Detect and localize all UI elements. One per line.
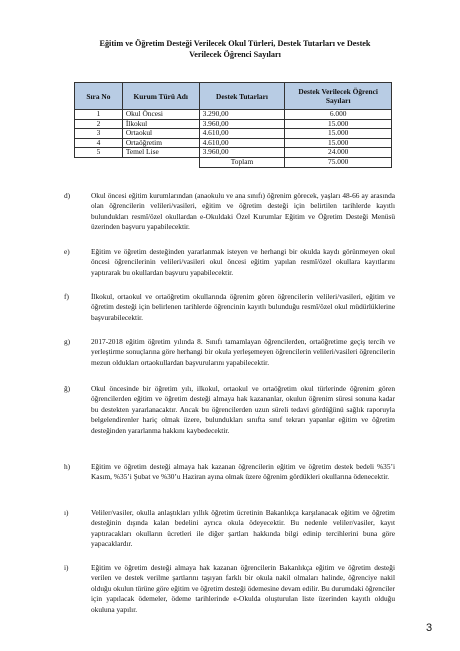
header-sira-no: Sıra No xyxy=(75,83,123,110)
table-row xyxy=(75,110,392,120)
cell-no: 5 xyxy=(75,148,123,158)
item-text-f: İlkokul, ortaokul ve ortaöğretim okullarında öğrenim gören öğrencilerin velileri/vasileri, eğitim ve öğretim desteği için belirlenen tarihlerde öğrencinin kayıtlı bulunduğu resmî/özel okul müdürlüklerine başvurabilecektir. xyxy=(91,292,395,322)
document-title xyxy=(70,38,400,60)
item-text-h: Eğitim ve öğretim desteği almaya hak kazanan öğrencilerin eğitim ve öğretim destek bedeli %35’i Kasım, %35’i Şubat ve %30’u Haziran ayına olmak üzere öğrenim gördükleri okullarına ödenecektir. xyxy=(91,462,395,482)
item-text-d: Okul öncesi eğitim kurumlarından (anaokulu ve ana sınıfı) öğrenim görecek, yaşları 48-66 ay arasında olan öğrencilerin velileri/vasileri, eğitim ve öğretim desteği için belirtilen tarihlerde kayıtlı bulundukları resmî/özel okullardan e-Okuldaki Özel Kurumlar Eğitim ve Öğretim Desteği Menüsü üzerinden başvuru yapabilecektir. xyxy=(91,191,395,232)
item-text-e: Eğitim ve öğretim desteğinden yararlanmak isteyen ve herhangi bir okulda kaydı görünmeyen okul öncesi öğrencilerinin velileri/vasileri okul öncesi eğitim yapılan resmî/özel okullara kayıtlarını yaptırarak bu okullardan başvuru yapabilecektir. xyxy=(91,247,395,277)
item-text-dotless-i: Veliler/vasiler, okulla anlaştıkları yıllık öğretim ücretinin Bakanlıkça karşılanacak eğitim ve öğretim desteğinin dışında kalan bedelini ayrıca okula ödeyecektir. Bu nedenle veliler/vasiler, kayıt yaptıracakları okulların ücretleri ile diğer şartları hakkında bilgi edinip tercihlerini buna göre yapacaklardır. xyxy=(91,508,395,549)
item-letter-g: g) xyxy=(64,337,71,346)
cell-no: 1 xyxy=(75,110,123,120)
item-text-i: Eğitim ve öğretim desteği almaya hak kazanan öğrencilerin Bakanlıkça eğitim ve öğretim desteği verilen ve destek verilme şartlarını taşıyan farklı bir okula nakil olmaları halinde, öğrenciye nakil olduğu okulun türüne göre eğitim ve öğretim desteği ödemesine devam edilir. Bu durumdaki öğrenciler için yapılacak ödemeler, ödeme tarihlerinde e-Okulda oluşturulan liste üzerinden kayıtlı olduğu okuluna yapılır. xyxy=(91,563,395,614)
cell-type: Ortaöğretim xyxy=(122,138,199,148)
blank-cell xyxy=(122,157,199,167)
title-line-2: Verilecek Öğrenci Sayıları xyxy=(189,50,281,59)
cell-type: Ortaokul xyxy=(122,129,199,139)
cell-type: İlkokul xyxy=(122,119,199,129)
cell-no: 3 xyxy=(75,129,123,139)
page-number: 3 xyxy=(426,622,433,634)
cell-no: 2 xyxy=(75,119,123,129)
cell-amount: 4.610,00 xyxy=(199,129,285,139)
cell-count: 6.000 xyxy=(285,110,392,120)
cell-type: Okul Öncesi xyxy=(122,110,199,120)
header-destek-tutarlari: Destek Tutarları xyxy=(199,83,285,110)
table-row xyxy=(75,129,392,139)
title-line-1: Eğitim ve Öğretim Desteği Verilecek Okul Türleri, Destek Tutarları ve Destek xyxy=(99,39,371,48)
item-letter-d: d) xyxy=(64,191,71,200)
cell-count: 15.000 xyxy=(285,138,392,148)
total-value: 75.000 xyxy=(285,157,392,167)
table-total-row xyxy=(75,157,392,167)
header-ogrenci-sayilari: Destek Verilecek Öğrenci Sayıları xyxy=(285,83,392,110)
header-kurum-turu: Kurum Türü Adı xyxy=(122,83,199,110)
blank-cell xyxy=(75,157,123,167)
cell-type: Temel Lise xyxy=(122,148,199,158)
cell-no: 4 xyxy=(75,138,123,148)
cell-amount: 3.960,00 xyxy=(199,148,285,158)
item-letter-gbreve: ğ) xyxy=(64,384,71,393)
item-letter-i: i) xyxy=(64,563,69,572)
cell-amount: 3.960,00 xyxy=(199,119,285,129)
item-letter-h: h) xyxy=(64,462,71,471)
support-table xyxy=(74,82,392,168)
item-letter-dotless-i: ı) xyxy=(64,508,69,517)
total-label: Toplam xyxy=(199,157,285,167)
item-letter-f: f) xyxy=(64,292,69,301)
cell-count: 15.000 xyxy=(285,119,392,129)
cell-count: 15.000 xyxy=(285,129,392,139)
cell-amount: 3.290,00 xyxy=(199,110,285,120)
item-text-g: 2017-2018 eğitim öğretim yılında 8. Sınıfı tamamlayan öğrencilerden, ortaöğretime geçiş tercih ve yerleştirme sonuçlarına göre herhangi bir okula yerleşemeyen öğrencilerin velileri/vasileri öğrencilerin mezun oldukları ortaokullardan başvurularını yapabilecektir. xyxy=(91,337,395,367)
cell-count: 24.000 xyxy=(285,148,392,158)
cell-amount: 4.610,00 xyxy=(199,138,285,148)
item-letter-e: e) xyxy=(64,247,70,256)
item-text-gbreve: Okul öncesinde bir öğretim yılı, ilkokul, ortaokul ve ortaöğretim okul türlerinde öğrenim gören öğrencilerden eğitim ve öğretim desteği almaya hak kazananlar, okulun öğrenim süresi sonuna kadar bu destekten yararlanacaktır. Ancak bu öğrencilerden uzun süreli tedavi gördüğünü sağlık raporuyla belgelendirenler hariç olmak üzere, bulundukları sınıfta sınıf tekrarı yapanlar eğitim ve öğretim desteğinden yararlanma hakkını kaybedecektir. xyxy=(91,384,395,435)
table-header-row xyxy=(75,83,392,110)
